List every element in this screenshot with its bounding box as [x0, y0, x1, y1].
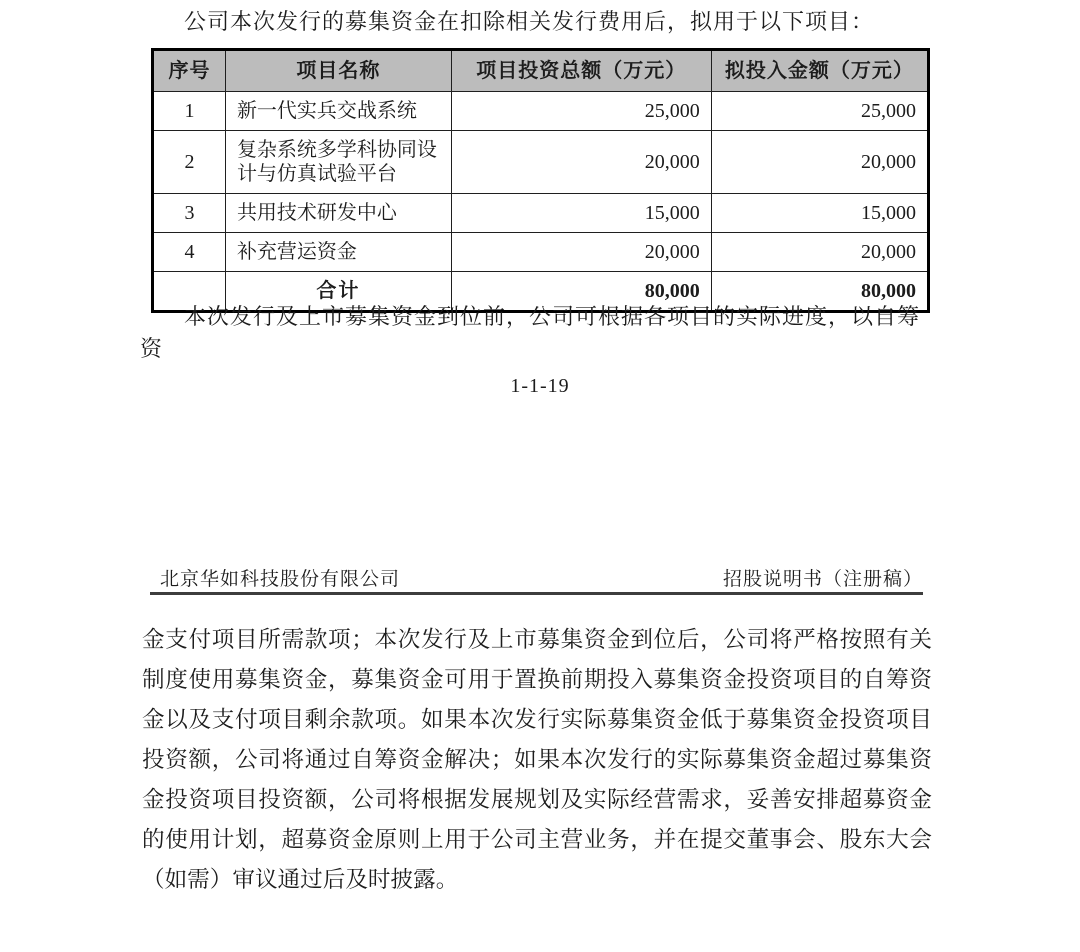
row-serial: 3: [153, 194, 226, 233]
table-row-2: [153, 131, 929, 194]
row-project: 复杂系统多学科协同设计与仿真试验平台: [225, 131, 451, 194]
header-rule: [150, 592, 923, 595]
table-header-row: [153, 50, 929, 92]
total-label: 合计: [225, 272, 451, 312]
table-row-1: [153, 92, 929, 131]
fundraising-projects-table: [151, 48, 930, 313]
col-header-project-name: 项目名称: [225, 50, 451, 92]
company-name: 北京华如科技股份有限公司: [160, 569, 401, 590]
row-invest: 20,000: [711, 233, 928, 272]
row-project: 新一代实兵交战系统: [225, 92, 451, 131]
row-serial: 2: [153, 131, 226, 194]
row-project: 补充营运资金: [225, 233, 451, 272]
table-row-3: [153, 194, 929, 233]
row-total: 25,000: [451, 92, 711, 131]
row-project: 共用技术研发中心: [225, 194, 451, 233]
total-total: 80,000: [451, 272, 711, 312]
after-table-paragraph: 本次发行及上市募集资金到位前，公司可根据各项目的实际进度，以自筹资: [140, 304, 921, 361]
intro-paragraph: 公司本次发行的募集资金在扣除相关发行费用后，拟用于以下项目：: [184, 9, 875, 34]
row-invest: 25,000: [711, 92, 928, 131]
row-invest: 15,000: [711, 194, 928, 233]
row-total: 20,000: [451, 131, 711, 194]
table-row-4: [153, 233, 929, 272]
running-header: [150, 564, 923, 591]
body-paragraph: 金支付项目所需款项；本次发行及上市募集资金到位后，公司将严格按照有关制度使用募集资金，募集资金可用于置换前期投入募集资金投资项目的自筹资金以及支付项目剩余款项。如果本次发行实际募集资金低于募集资金投资项目投资额，公司将通过自筹资金解决；如果本次发行的实际募集资金超过募集资金投资项目投资额，公司将根据发展规划及实际经营需求，妥善安排超募资金的使用计划，超募资金原则上用于公司主营业务，并在提交董事会、股东大会（如需）审议通过后及时披露。: [142, 627, 932, 892]
row-total: 15,000: [451, 194, 711, 233]
total-invest: 80,000: [711, 272, 928, 312]
row-total: 20,000: [451, 233, 711, 272]
document-type-label: 招股说明书（注册稿）: [722, 569, 923, 590]
page-number: 1-1-19: [510, 375, 570, 397]
row-invest: 20,000: [711, 131, 928, 194]
row-serial: 4: [153, 233, 226, 272]
col-header-total-investment: 项目投资总额（万元）: [451, 50, 711, 92]
row-serial: 1: [153, 92, 226, 131]
col-header-serial: 序号: [153, 50, 226, 92]
col-header-planned-amount: 拟投入金额（万元）: [711, 50, 928, 92]
